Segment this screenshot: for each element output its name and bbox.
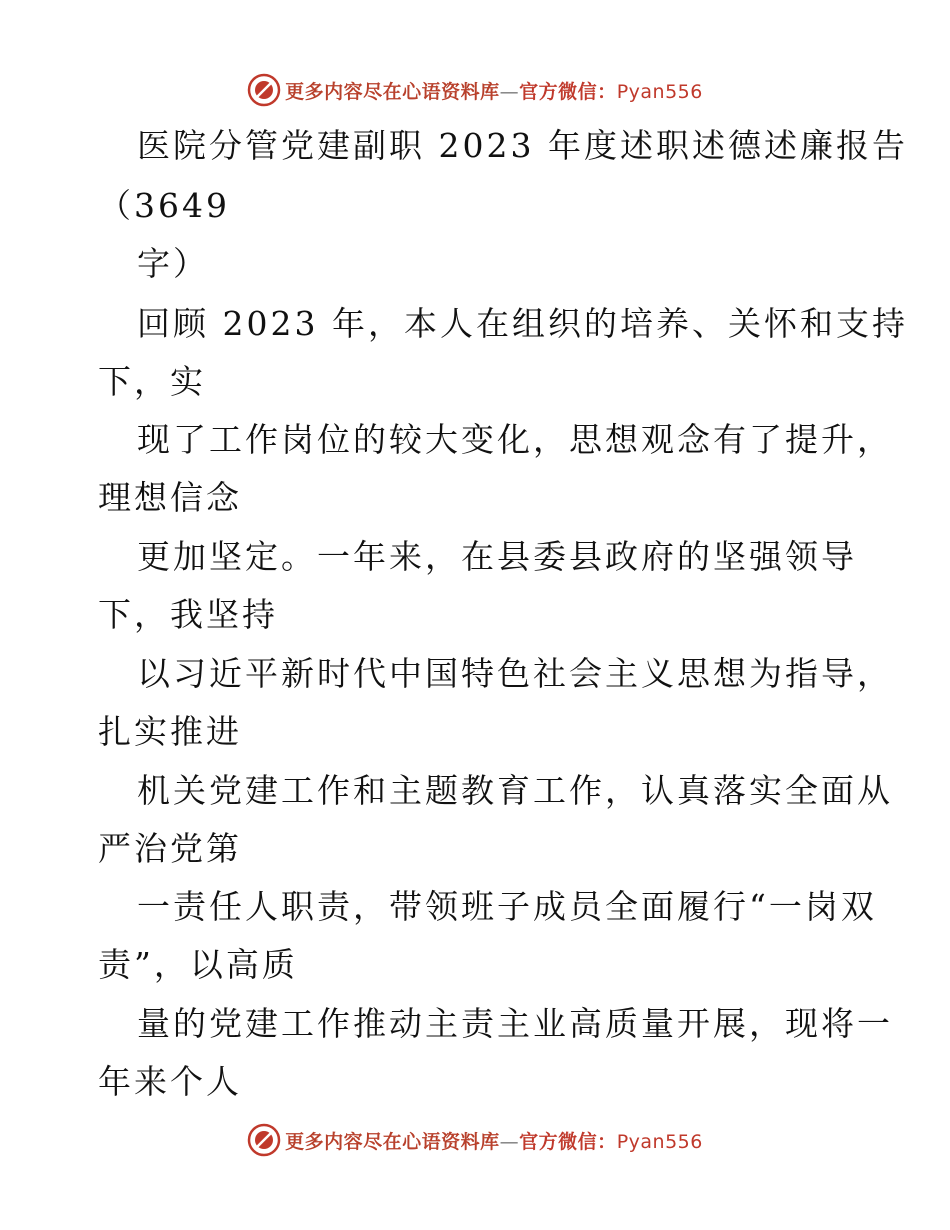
- watermark-dash: —: [499, 80, 520, 103]
- paragraph-line: 责”，以高质: [98, 945, 298, 984]
- watermark-dash: —: [499, 1130, 520, 1153]
- paragraph-line: 扎实推进: [98, 712, 242, 751]
- paragraph-line: 下，我坚持: [98, 595, 278, 634]
- paragraph-line: 量的党建工作推动主责主业高质量开展，现将一: [137, 1004, 893, 1043]
- watermark-main: 更多内容尽在心语资料库: [285, 80, 500, 103]
- watermark-wechat-id: Pyan556: [616, 80, 703, 103]
- doc-title-line-2: （3649: [98, 186, 230, 225]
- brand-logo-icon: [247, 73, 281, 107]
- paragraph-line: 年来个人: [98, 1062, 242, 1101]
- watermark-wechat-label: 官方微信：: [519, 80, 617, 103]
- paragraph-line: 严治党第: [98, 829, 242, 868]
- paragraph-line: 现了工作岗位的较大变化，思想观念有了提升，: [137, 420, 893, 459]
- paragraph-line: 一责任人职责，带领班子成员全面履行“一岗双: [137, 887, 877, 926]
- paragraph-line: 机关党建工作和主题教育工作，认真落实全面从: [137, 771, 893, 810]
- watermark-wechat-id: Pyan556: [616, 1130, 703, 1153]
- footer-watermark: [0, 1120, 950, 1160]
- header-watermark: [0, 70, 950, 110]
- paragraph-line: 下，实: [98, 362, 206, 401]
- paragraph-line: 理想信念: [98, 478, 242, 517]
- paragraph-line: 更加坚定。一年来，在县委县政府的坚强领导: [137, 537, 857, 576]
- watermark-wechat-label: 官方微信：: [519, 1130, 617, 1153]
- brand-logo-icon: [247, 1123, 281, 1157]
- paragraph-line: 以习近平新时代中国特色社会主义思想为指导，: [137, 654, 893, 693]
- doc-title-line-1: 医院分管党建副职 2023 年度述职述德述廉报告: [137, 126, 908, 165]
- watermark-main: 更多内容尽在心语资料库: [285, 1130, 500, 1153]
- watermark-text: [285, 1127, 703, 1154]
- watermark-text: [285, 77, 703, 104]
- paragraph-line: 回顾 2023 年，本人在组织的培养、关怀和支持: [137, 304, 908, 343]
- doc-title-line-3: 字）: [137, 244, 209, 283]
